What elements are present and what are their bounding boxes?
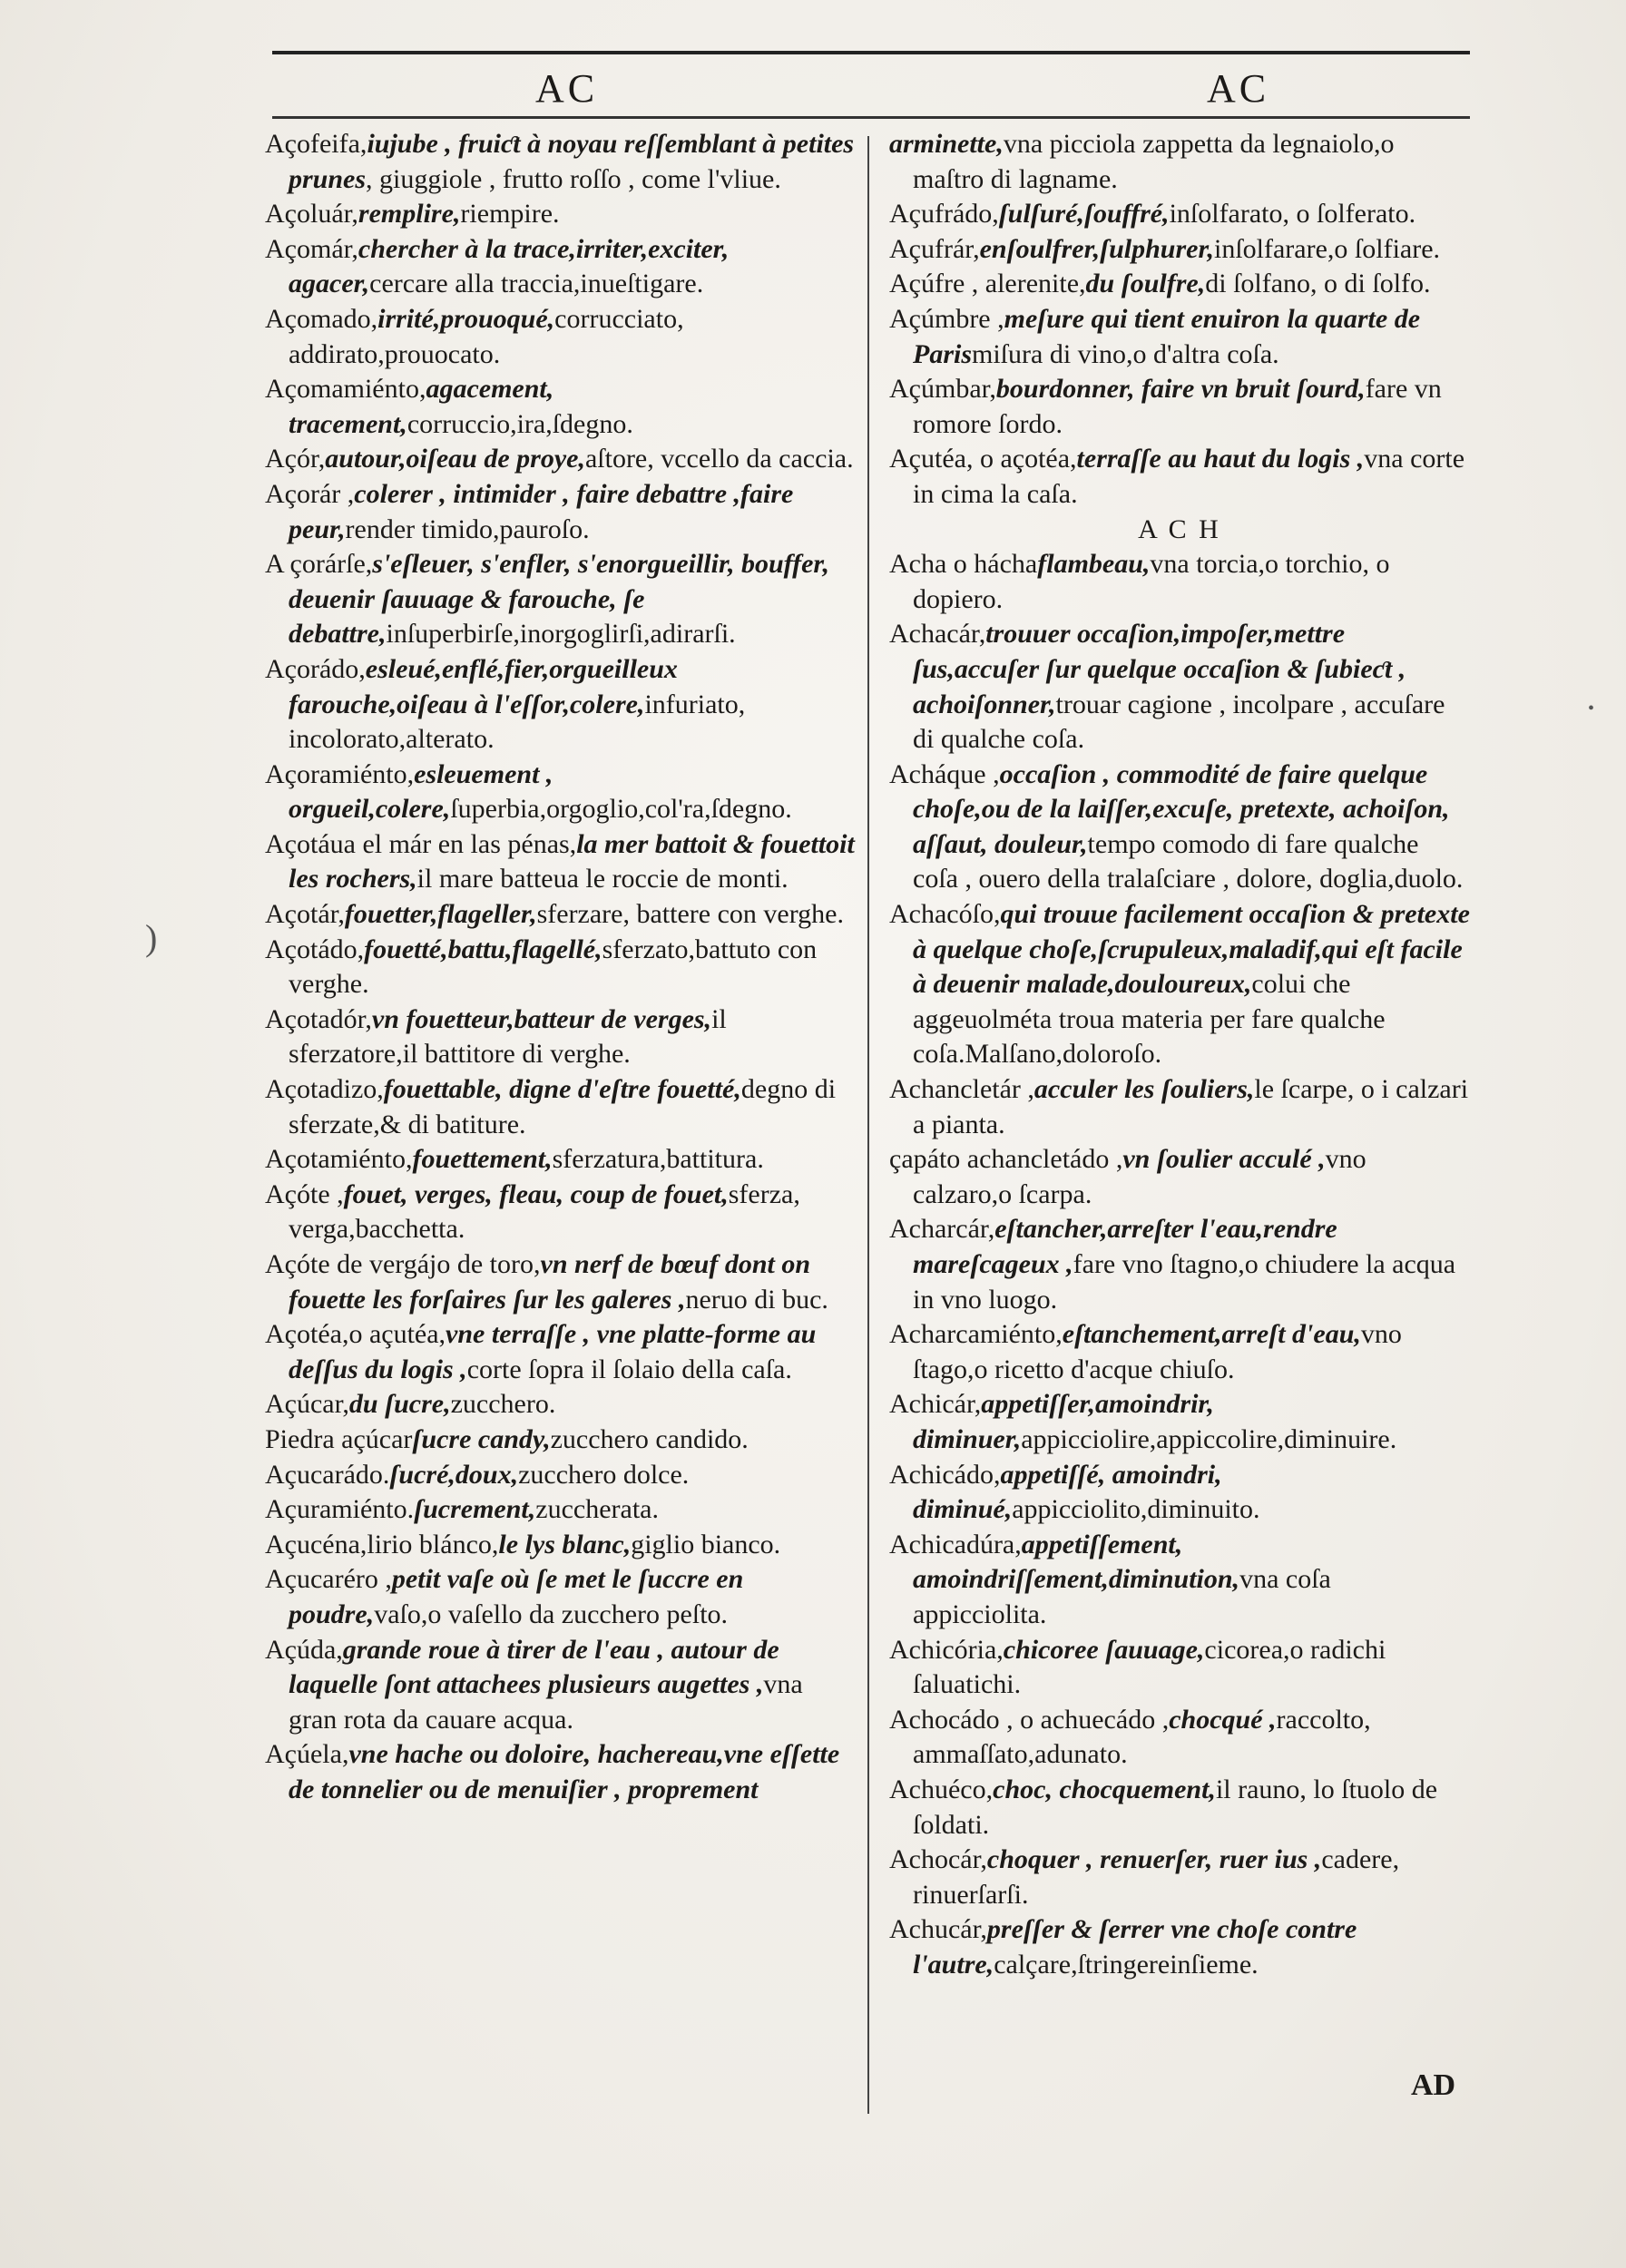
entry-headword: Açutéa, o açotéa, [889, 444, 1077, 474]
entry-italian: ſuperbia,orgoglio,col'ra,ſdegno. [450, 794, 792, 825]
entry-italian: il mare batteua le roccie de monti. [416, 864, 789, 894]
entry-french: esleué,enflé,fier,orgueilleux farouche,oiſeau à l'eſſor,colere, [289, 653, 678, 719]
entry-headword: Açotádo, [265, 934, 365, 964]
entry-french: enſoulfrer,ſulphurer, [979, 233, 1214, 264]
entry-italian: zucchero dolce. [518, 1459, 690, 1490]
dictionary-entry [265, 1422, 855, 1458]
entry-french: irrité,prouoqué, [377, 303, 555, 334]
entry-french: ſucré,doux, [389, 1459, 519, 1490]
entry-italian: di ſolfano, o di ſolfo. [1205, 269, 1431, 299]
entry-headword: Açomado, [265, 303, 378, 334]
entry-italian: zuccherata. [535, 1494, 659, 1525]
entry-headword: Acha o hácha [889, 549, 1038, 580]
entry-french: ſulſuré,ſouffré, [998, 199, 1170, 230]
dictionary-entry [265, 1528, 855, 1563]
entry-headword: A çorárſe, [265, 549, 373, 580]
entry-french: petit vaſe où ſe met le ſuccre en poudre, [289, 1564, 744, 1629]
entry-italian: sferzatura,battitura. [552, 1144, 764, 1175]
entry-headword: Açomamiénto, [265, 374, 426, 405]
entry-headword: Açóte de vergájo de toro, [265, 1249, 541, 1279]
entry-italian: calçare,ſtringereinſieme. [994, 1949, 1259, 1980]
dictionary-entry [265, 442, 855, 477]
entry-italian: fare vno ſtagno,o chiudere la acqua in vno luogo. [913, 1249, 1456, 1315]
entry-french: eſtanchement,arreſt d'eau, [1062, 1319, 1361, 1350]
entry-italian: sferzato,battuto con verghe. [289, 934, 818, 1000]
entry-italian: vna gran rota da cauare acqua. [289, 1669, 803, 1735]
entry-french: chocqué , [1169, 1704, 1277, 1735]
dictionary-entry [265, 372, 855, 442]
dictionary-entry [889, 897, 1470, 1072]
entry-italian: inſuperbirſe,inorgoglirſi,adirarſi. [386, 619, 736, 650]
dictionary-entry [265, 933, 855, 1002]
dictionary-entry [889, 1633, 1470, 1703]
entry-headword: Açomár, [265, 233, 358, 264]
entry-headword: çapáto achancletádo , [889, 1144, 1123, 1175]
dictionary-entry [265, 127, 855, 197]
header-right: AC [1207, 66, 1270, 111]
entry-italian: , giuggiole , frutto roſſo , come l'vliue. [366, 163, 781, 194]
dictionary-entry [889, 1773, 1470, 1843]
entry-headword: Açufrár, [889, 233, 980, 264]
right-column [889, 127, 1470, 1982]
entry-italian: giglio bianco. [631, 1529, 781, 1559]
entry-french: meſure qui tient enuiron la quarte de Paris [913, 303, 1421, 369]
dictionary-entry [889, 1843, 1470, 1912]
margin-mark: ) [145, 917, 158, 958]
dictionary-entry [265, 1178, 855, 1247]
top-rule [272, 51, 1470, 54]
entry-headword: Achicár, [889, 1389, 982, 1420]
margin-dot: • [1588, 699, 1595, 719]
entry-headword: Açotadór, [265, 1003, 372, 1034]
entry-french: fouetté,battu,flagellé, [364, 934, 602, 964]
entry-italian: il sferzatore,il battitore di verghe. [289, 1003, 727, 1070]
entry-french: ſucre candy, [412, 1423, 551, 1454]
entry-italian: miſura di vino,o d'altra coſa. [972, 338, 1279, 369]
entry-italian: le ſcarpe, o i calzari a pianta. [913, 1074, 1469, 1139]
dictionary-entry [265, 1633, 855, 1738]
dictionary-entry [265, 1002, 855, 1072]
entry-french: chercher à la trace,irriter,exciter, agacer, [289, 233, 730, 299]
dictionary-entry [889, 758, 1470, 897]
entry-headword: Achicádo, [889, 1459, 1001, 1490]
entry-headword: Açoluár, [265, 199, 358, 230]
entry-headword: Acharcár, [889, 1214, 995, 1245]
dictionary-entry [889, 442, 1470, 512]
entry-headword: Açucaréro , [265, 1564, 392, 1595]
entry-french: du ſoulfre, [1085, 269, 1206, 299]
entry-headword: Açotadizo, [265, 1074, 384, 1105]
entry-french: choc, chocquement, [993, 1774, 1216, 1804]
entry-italian: vno ſtago,o ricetto d'acque chiuſo. [913, 1319, 1402, 1384]
dictionary-entry [889, 1912, 1470, 1982]
entry-headword: Açotáua el már en las pénas, [265, 828, 577, 859]
entry-italian: tempo comodo di fare qualche coſa , ouero della tralaſciare , dolore, doglia,duolo. [913, 828, 1464, 894]
entry-headword: Açóte , [265, 1178, 344, 1209]
catchword: AD [1411, 2068, 1456, 2102]
entry-french: fouetter,flageller, [344, 899, 537, 930]
dictionary-entry [265, 1317, 855, 1387]
entry-headword: Açucarádo. [265, 1459, 390, 1490]
dictionary-entry [889, 1528, 1470, 1633]
entry-headword: Açotéa,o açutéa, [265, 1319, 446, 1350]
entry-headword: Açotár, [265, 899, 345, 930]
entry-headword: Açucéna,lirio blánco, [265, 1529, 499, 1559]
entry-french: vne terraſſe , vne platte-forme au deſſus du logis , [289, 1319, 817, 1384]
entry-french: vn ſoulier acculé , [1122, 1144, 1326, 1175]
dictionary-entry [889, 1387, 1470, 1457]
entry-french: occaſion , commodité de faire quelque choſe,ou de la laiſſer,excuſe, pretexte, achoiſon, aſſaut, douleur, [913, 758, 1450, 859]
dictionary-entry [265, 827, 855, 897]
dictionary-entry [889, 372, 1470, 442]
dictionary-entry [889, 232, 1470, 268]
dictionary-entry [265, 1737, 855, 1807]
entry-italian: cadere, rinuerſarſi. [913, 1844, 1400, 1910]
entry-headword: Açúda, [265, 1634, 343, 1665]
entry-headword: Acháque , [889, 758, 1000, 789]
dictionary-entry [889, 617, 1470, 757]
dictionary-entry [889, 1212, 1470, 1317]
entry-french: terraſſe au haut du logis , [1076, 444, 1365, 474]
entry-headword: Açúmbre , [889, 303, 1004, 334]
entry-italian: infuriato, incolorato,alterato. [289, 689, 746, 755]
entry-italian: aſtore, vccello da caccia. [584, 444, 854, 474]
entry-french: vne hache ou doloire, hachereau,vne eſſette de tonnelier ou de menuiſier , proprement [289, 1739, 840, 1804]
entry-headword: Açotamiénto, [265, 1144, 413, 1175]
entry-french: du ſucre, [348, 1389, 451, 1420]
entry-french: autour,oiſeau de proye, [325, 444, 585, 474]
entry-italian: trouar cagione , incolpare , accuſare di qualche coſa. [913, 689, 1445, 755]
entry-french: fouet, verges, fleau, coup de fouet, [343, 1178, 729, 1209]
entry-headword: Açufrádo, [889, 199, 999, 230]
entry-headword: Achacár, [889, 619, 986, 650]
entry-french: appetiſſer,amoindrir, diminuer, [913, 1389, 1214, 1454]
entry-headword: Açúela, [265, 1739, 349, 1770]
entry-italian: inſolfarare,o ſolfiare. [1213, 233, 1441, 264]
entry-italian: zucchero. [450, 1389, 556, 1420]
entry-italian: render timido,pauroſo. [345, 513, 590, 544]
entry-french: grande roue à tirer de l'eau , autour de laquelle ſont attachees plusieurs augettes , [289, 1634, 779, 1700]
entry-italian: vna corte in cima la caſa. [913, 444, 1465, 509]
dictionary-entry [265, 652, 855, 758]
dictionary-entry [265, 197, 855, 232]
dictionary-entry [265, 1072, 855, 1142]
entry-headword: Açofeifa, [265, 129, 367, 159]
entry-headword: Piedra açúcar [265, 1423, 413, 1454]
entry-french: s'eſleuer, s'enfler, s'enorgueillir, bouffer, deuenir ſauuage & farouche, ſe debattre, [289, 549, 829, 650]
entry-italian: raccolto, ammaſſato,adunato. [913, 1704, 1371, 1770]
entry-headword: Açór, [265, 444, 326, 474]
entry-italian: corte ſopra il ſolaio della caſa. [466, 1354, 792, 1384]
entry-french: qui trouue facilement occaſion & pretexte à quelque choſe,ſcrupuleux,maladif,qui eſt facile à deuenir malade,douloureux, [913, 899, 1470, 1000]
dictionary-entry [265, 1458, 855, 1493]
dictionary-entry [889, 1142, 1470, 1212]
dictionary-entry [889, 197, 1470, 232]
dictionary-entry [265, 302, 855, 372]
entry-headword: Achocádo , o achuecádo , [889, 1704, 1170, 1735]
entry-french: eſtancher,arreſter l'eau,rendre mareſcageux , [913, 1214, 1337, 1279]
column-divider [867, 136, 869, 2114]
section-heading: A C H [1138, 513, 1221, 544]
entry-italian: vaſo,o vaſello da zucchero peſto. [374, 1598, 729, 1629]
entry-french: preſſer & ſerrer vne choſe contre l'autre, [913, 1914, 1357, 1980]
dictionary-entry [889, 1458, 1470, 1528]
entry-french: appetiſſé, amoindri, diminué, [913, 1459, 1222, 1525]
entry-headword: Achacóſo, [889, 899, 1001, 930]
dictionary-entry [265, 1562, 855, 1632]
entry-italian: cicorea,o radichi ſaluatichi. [913, 1634, 1386, 1700]
entry-french: la mer battoit & fouettoit les rochers, [289, 828, 855, 894]
entry-headword: Açuramiénto. [265, 1494, 415, 1525]
entry-headword: Açúfre , alerenite, [889, 269, 1086, 299]
entry-italian: il rauno, lo ſtuolo de ſoldati. [913, 1774, 1438, 1840]
entry-headword: Achicadúra, [889, 1529, 1022, 1559]
entry-headword: Açoramiénto, [265, 758, 415, 789]
dictionary-entry [265, 232, 855, 302]
dictionary-entry [889, 127, 1470, 197]
entry-french: ſucrement, [414, 1494, 536, 1525]
entry-italian: corrucciato, addirato,prouocato. [289, 303, 684, 369]
entry-french: flambeau, [1037, 549, 1151, 580]
entry-headword: Acharcamiénto, [889, 1319, 1063, 1350]
left-column [265, 127, 855, 1808]
entry-french: trouuer occaſion,impoſer,mettre ſus,accuſer ſur quelque occaſion & ſubieƈt , achoiſonner, [913, 619, 1406, 719]
entry-italian: vna coſa appicciolita. [913, 1564, 1331, 1629]
entry-headword: Açorádo, [265, 653, 366, 684]
entry-french: bourdonner, faire vn bruit ſourd, [995, 374, 1366, 405]
entry-italian: riempire. [460, 199, 560, 230]
dictionary-entry [889, 302, 1470, 372]
entry-french: choquer , renuerſer, ruer ius , [986, 1844, 1322, 1875]
entry-italian: vna torcia,o torchio, o dopiero. [913, 549, 1390, 614]
entry-italian: vna picciola zappetta da legnaiolo,o maſtro di lagname. [913, 129, 1395, 194]
entry-french: esleuement , orgueil,colere, [289, 758, 553, 825]
dictionary-entry [265, 547, 855, 652]
header-rule [272, 116, 1470, 119]
entry-french: iujube , fruiƈt à noyau reſſemblant à petites prunes [289, 129, 855, 194]
entry-french: arminette, [889, 129, 1004, 159]
entry-headword: Achuéco, [889, 1774, 994, 1804]
entry-italian: sferzare, battere con verghe. [536, 899, 844, 930]
entry-italian: fare vn romore ſordo. [913, 374, 1442, 439]
entry-headword: Achancletár , [889, 1074, 1034, 1105]
entry-headword: Achicória, [889, 1634, 1004, 1665]
entry-italian: degno di sferzate,& di batiture. [289, 1074, 837, 1139]
header-left: AC [535, 66, 599, 111]
entry-italian: inſolfarato, o ſolferato. [1169, 199, 1416, 230]
entry-italian: vno calzaro,o ſcarpa. [913, 1144, 1366, 1209]
entry-headword: Açorár , [265, 478, 355, 509]
entry-headword: Achocár, [889, 1844, 987, 1875]
dictionary-entry [889, 1703, 1470, 1773]
entry-french: acculer les ſouliers, [1033, 1074, 1255, 1105]
dictionary-entry [265, 477, 855, 547]
entry-french: fouettement, [412, 1144, 553, 1175]
dictionary-entry [889, 267, 1470, 302]
entry-french: fouettable, digne d'eſtre fouetté, [383, 1074, 741, 1105]
entry-french: remplire, [358, 199, 461, 230]
entry-french: vn fouetteur,batteur de verges, [371, 1003, 712, 1034]
dictionary-entry [265, 897, 855, 933]
dictionary-entry [265, 1492, 855, 1528]
entry-french: colerer , intimider , faire debattre ,faire peur, [289, 478, 794, 544]
entry-italian: cercare alla traccia,inueſtigare. [369, 269, 704, 299]
entry-french: vn nerf de bœuf dont on fouette les forſaires ſur les galeres , [289, 1249, 811, 1315]
entry-headword: Açúcar, [265, 1389, 349, 1420]
dictionary-entry [265, 1247, 855, 1317]
dictionary-entry [889, 1072, 1470, 1142]
entry-italian: sferza, verga,bacchetta. [289, 1178, 800, 1245]
dictionary-entry [265, 1142, 855, 1178]
entry-italian: colui che aggeuolméta troua materia per fare qualche coſa.Malſano,doloroſo. [913, 969, 1386, 1070]
entry-italian: appicciolire,appiccolire,diminuire. [1021, 1423, 1397, 1454]
entry-french: appetiſſement, amoindriſſement,diminution, [913, 1529, 1240, 1595]
entry-french: chicoree ſauuage, [1003, 1634, 1205, 1665]
entry-french: le lys blanc, [498, 1529, 632, 1559]
entry-italian: appicciolito,diminuito. [1012, 1494, 1260, 1525]
entry-italian: zucchero candido. [550, 1423, 749, 1454]
dictionary-entry [265, 758, 855, 827]
dictionary-entry [889, 547, 1470, 617]
entry-italian: corruccio,ira,ſdegno. [406, 408, 633, 439]
dictionary-entry [265, 1387, 855, 1422]
dictionary-entry [889, 1317, 1470, 1387]
entry-headword: Achucár, [889, 1914, 987, 1945]
entry-italian: neruo di buc. [685, 1284, 828, 1315]
entry-french: agacement, tracement, [289, 374, 554, 439]
entry-headword: Açúmbar, [889, 374, 996, 405]
